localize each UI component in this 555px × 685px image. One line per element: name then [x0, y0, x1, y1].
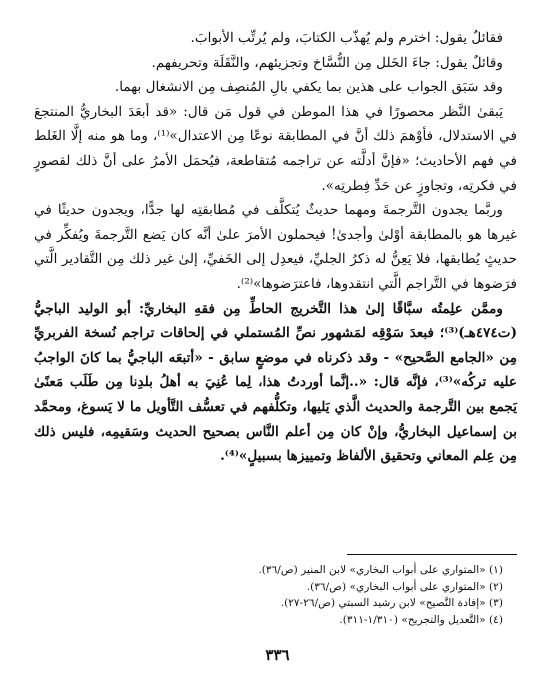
paragraph-1: فقائلٌ يقول: اخترم ولم يُهذّب الكتابَ، ولم يُرتِّب الأبوابَ.	[190, 30, 503, 46]
paragraph-2: وقائلٌ يقول: جاءَ الخَلل مِن النُّسَّاخ وتجزيئهم، والنَّقَلَة وتحريفهم.	[151, 54, 503, 71]
paragraph-5: وربَّما يجدون التَّرجمةَ ومهما حديثٌ يُتكلَّف في مُطابقتِه لها جدًّا، ويجدون حديثًا في غيرها هو بالمطابقة أوْلىٰ وأجدىٰ! فيحملون الأمرَ علىٰ أنَّه كان يَضع التَّرجمةَ ويُفكِّر في حديثٍ يُطابقها، فلا يَعِنُّ له ذكرُ الجليِّ، فيعدِل إلى الخَفيِّ، إلىٰ غير ذلك مِن التَّقادير الَّتي فرَضوها في التَّراجم الَّتي انتقدوها، فاعترَضوها»⁽²⁾.	[34, 202, 517, 292]
footnote-3: (٣) «إفادة النَّصيح» لابن رشيد السبتي (ص/٢٦-٢٧).	[280, 597, 503, 610]
footnote-4: (٤) «التَّعديل والتجريح» (١/٣١٠-٣١١).	[339, 613, 503, 626]
body-text	[34, 26, 517, 469]
footnote-2: (٢) «المتواري على أبواب البخاري» (ص/٣٦).	[306, 580, 503, 593]
paragraph-4: يَبقىٰ النَّظر محصورًا في هذا الموطن في قول مَن قال: «قد أبعَدَ البخاريُّ المنتجعَ في الاستدلال، فأوْهمَ ذلك أنَّ في المطابقة نوعًا مِن الاعتدال»⁽¹⁾، وما هو منه إلَّا الغَلط في فهم الأحاديث؛ «فإنَّ أدلَّته عن تراجمه مُتقاطعة، فيُحمَل الأمرُ على أنَّ ذلك لقصورٍ في فكرتِه، وتجاوزٍ عن حَدِّ فِطرتِه».	[34, 103, 518, 194]
footnote-1: (١) «المتواري على أبواب البخاري» لابن المنير (ص/٣٦).	[258, 564, 503, 576]
footnote-divider	[347, 554, 517, 555]
footnotes-list	[60, 562, 503, 628]
page-number: ٣٣٦	[265, 646, 290, 664]
paragraph-3: وقد سَبَق الجواب على هذين بما يكفي بالِ المُنصِف مِن الانشغال بهما.	[114, 79, 503, 96]
paragraph-6: وممَّن علِمتُه سبَّاقًا إلىٰ هذا التَّخريج الحاطِّ مِن فقهِ البخاريِّ: أبو الوليد الباجيُّ (ت٤٧٤هـ)⁽³⁾؛ فبعدَ سَوْقِه لمَشهور نصِّ المُستملي في إلحاقات تراجم نُسخة الفربريِّ مِن «الجامع الصَّحيح» - وقد ذكرناه في موضعٍ سابق - «أتبعَه الباجيُّ بما كانَ الواجبُ عليه تركُه»⁽³⁾، فإنَّه قال: «..إنَّما أوردتُ هذا، لِما عُنِيَ به أهلُ بلدِنا مِن طَلَب مَعنًىٰ يَجمع بين التَّرجمة والحديث الَّذي يَليها، وتكلُّفهم في تعسُّف التَّأويل ما لا يَسوغ، ومحمَّد بن إسماعيل البخاريُّ، وإنْ كان مِن أعلم النَّاس بصحيح الحديث وسَقيمِه، فليس ذلك مِن عِلم المعاني وتحقيق الألفاظ وتمييزها بسبيلٍ»⁽⁴⁾.	[34, 300, 517, 465]
